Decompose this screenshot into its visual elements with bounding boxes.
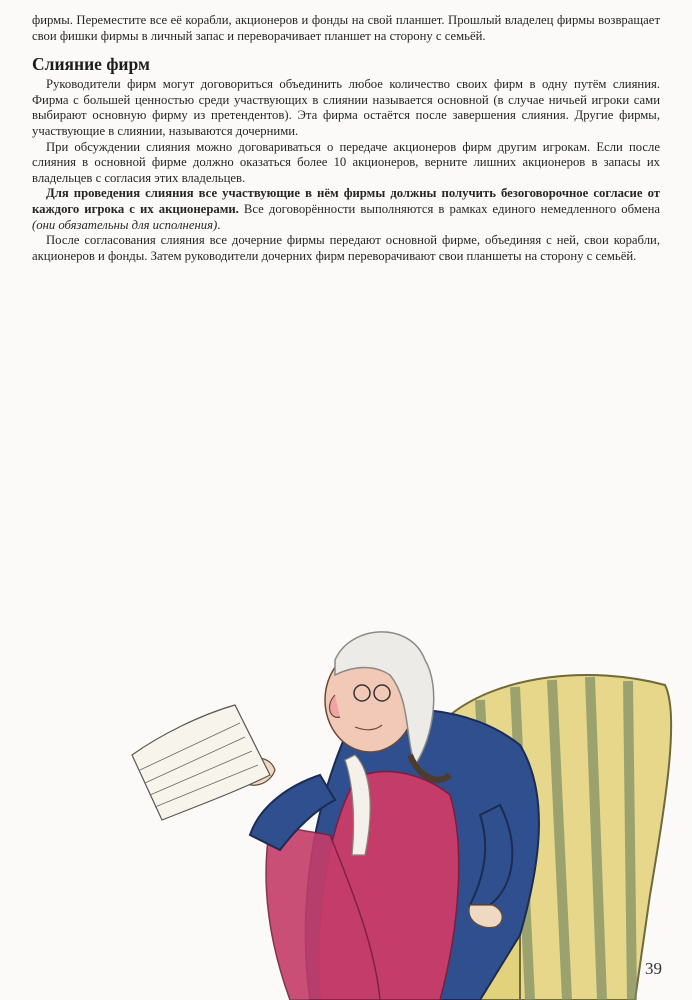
consent-rule-italic: (они обязательны для исполнения) [32,217,218,232]
section-title: Слияние фирм [32,54,150,75]
consent-rule-bold: Для проведения слияния все участвующие в нём фирмы должны получить безоговорочное согласие от каждого игрока с их акционерами. [32,186,660,216]
page-number: 39 [645,959,662,978]
figure-image [240,632,539,1000]
paragraph-merger-definition: Руководители фирм могут договориться объединить любое количество своих фирм в одну путём слияния. Фирма с большей ценностью среди участвующих в слиянии называется основной (в случае ничьей игроки сами выбирают основную фирму из претендентов). Эта фирма остаётся после завершения слияния. Другие фирмы, участвующие в слиянии, называются дочерними. [32,77,660,138]
letter-paper-image [132,705,270,820]
text-column [32,13,660,264]
intro-paragraph: фирмы. Переместите все её корабли, акционеров и фонды на свой планшет. Прошлый владелец фирмы возвращает свои фишки фирмы в личный запас и переворачивает планшет на сторону с семьёй. [32,13,660,43]
paragraph-merger-result: После согласования слияния все дочерние фирмы передают основной фирме, объединяя с ней, свои корабли, акционеров и фонды. Затем руководители дочерних фирм переворачивают свои планшеты на сторону с семьёй. [32,233,660,263]
paragraph-consent-rule [32,186,660,233]
consent-rule-text: Все договорённости выполняются в рамках единого немедленного обмена [238,201,661,216]
paragraph-shareholder-transfer: При обсуждении слияния можно договариваться о передаче акционеров фирм другим игрокам. Если после слияния в основной фирме должно оказаться более 10 акционеров, верните лишних акционеров в запасы их владельцев с согласия этих владельцев. [32,139,660,185]
caricature-illustration [120,605,680,1000]
consent-rule-end: . [217,217,221,232]
